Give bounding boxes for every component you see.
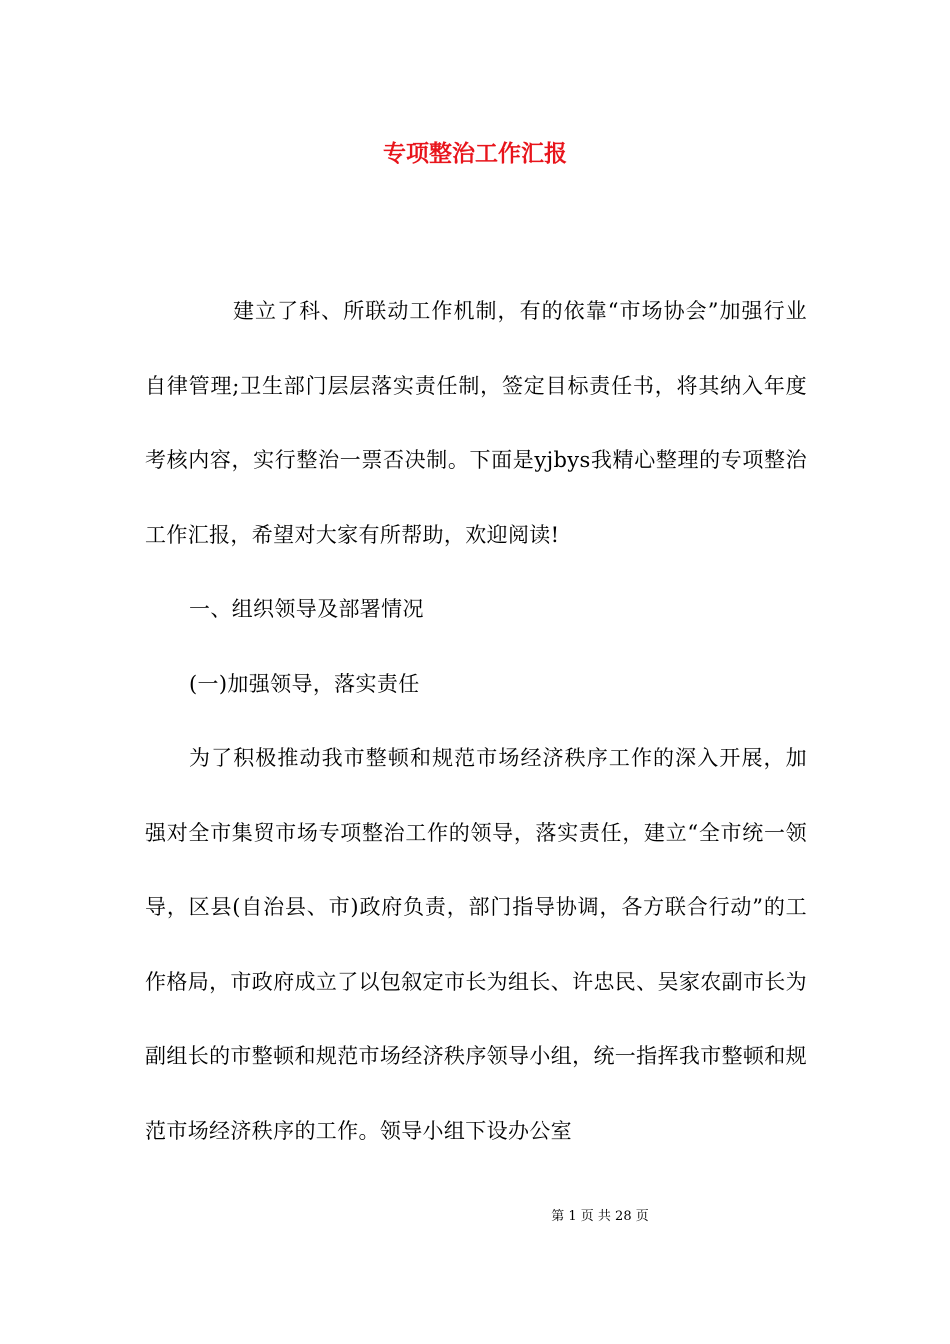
document-title: 专项整治工作汇报 <box>383 140 567 167</box>
document-body <box>145 274 807 1168</box>
subsection-heading: (一)加强领导，落实责任 <box>189 671 420 696</box>
body-paragraph: 为了积极推动我市整顿和规范市场经济秩序工作的深入开展，加强对全市集贸市场专项整治工作的领导，落实责任，建立“全市统一领导，区县(自治县、市)政府负责，部门指导协调，各方联合行动”的工作格局，市政府成立了以包叙定市长为组长、许忠民、吴家农副市长为副组长的市整顿和规范市场经济秩序领导小组，统一指挥我市整顿和规范市场经济秩序的工作。领导小组下设办公室 <box>145 746 807 1143</box>
page-number-label: 第 1 页 共 28 页 <box>551 1209 649 1224</box>
section-heading: 一、组织领导及部署情况 <box>189 597 424 621</box>
page-footer <box>0 1207 950 1227</box>
intro-paragraph: 建立了科、所联动工作机制，有的依靠“市场协会”加强行业自律管理;卫生部门层层落实责任制，签定目标责任书，将其纳入年度考核内容，实行整治一票否决制。下面是yjbys我精心整理的专项整治工作汇报，希望对大家有所帮助，欢迎阅读! <box>145 299 807 547</box>
